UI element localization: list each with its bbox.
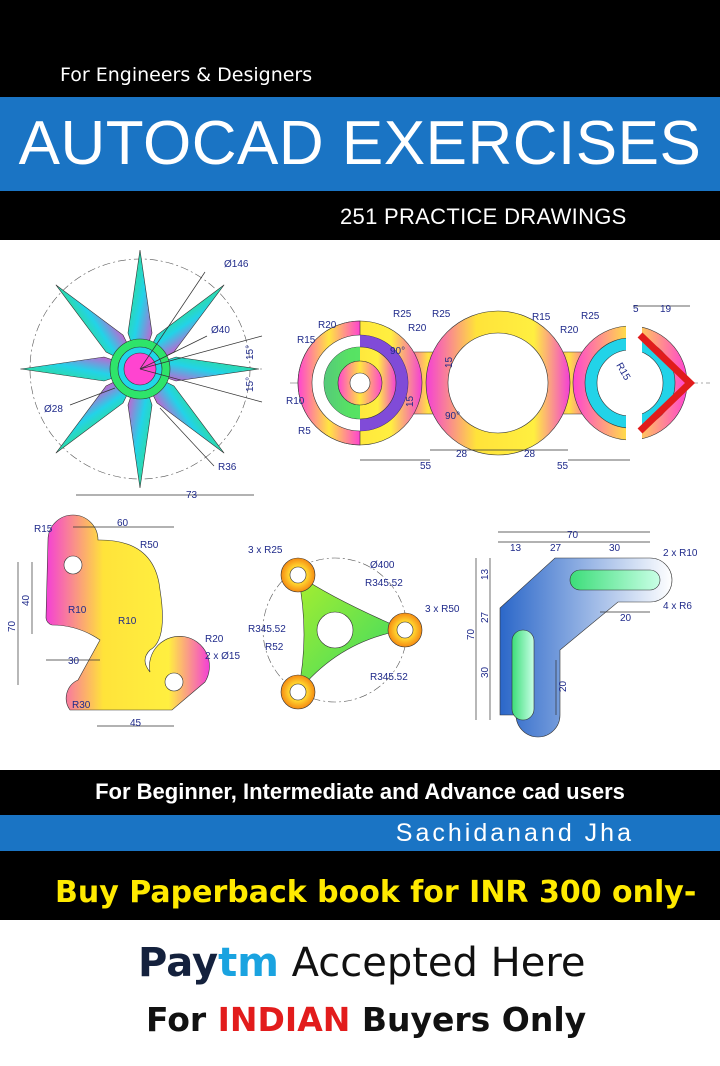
region-highlight: INDIAN [217, 1000, 351, 1039]
dim-d2-r15b: R15 [532, 312, 551, 323]
dim-d5-w30: 30 [609, 543, 621, 554]
dim-d2-ang2: 90° [445, 411, 461, 422]
dim-d5-v13: 13 [480, 568, 491, 580]
dim-d2-r25b: R25 [432, 309, 451, 320]
dim-d2-r20c: R20 [560, 325, 579, 336]
dim-d2-top19: 19 [660, 304, 672, 315]
paytm-accepted [138, 940, 586, 986]
drawing-triangle-bracket [248, 545, 460, 709]
dim-d2-r20a: R20 [318, 320, 337, 331]
dim-d1-width: 73 [186, 490, 198, 501]
dim-d3-r30: R30 [72, 700, 91, 711]
drawing-panel [0, 240, 720, 770]
dim-d5-r10: 2 x R10 [663, 548, 698, 559]
dim-d5-v30: 30 [480, 666, 491, 678]
dim-d5-w27: 27 [550, 543, 562, 554]
drawing-star-flange [20, 250, 262, 501]
region-suffix: Buyers Only [350, 1000, 587, 1039]
dim-d3-holes: 2 x Ø15 [205, 651, 241, 662]
cover-audience: For Beginner, Intermediate and Advance cad users [95, 779, 625, 804]
dim-d4-r345c: R345.52 [370, 672, 408, 683]
dim-d2-w28a: 28 [456, 449, 468, 460]
price-offer: Buy Paperback book for INR 300 only- [55, 875, 697, 910]
dim-d2-v15a: 15 [444, 356, 455, 368]
region-prefix: For [146, 1000, 218, 1039]
dim-d5-v20: 20 [558, 680, 569, 692]
dim-d4-r50: 3 x R50 [425, 604, 460, 615]
dim-d5-r6: 4 x R6 [663, 601, 692, 612]
author-band [0, 815, 720, 851]
dim-d4-dia: Ø400 [370, 560, 395, 571]
dim-d2-w55b: 55 [557, 461, 569, 472]
dim-d4-r345b: R345.52 [248, 624, 286, 635]
drawing-linked-rings [286, 304, 710, 472]
cover-title: AUTOCAD EXERCISES [18, 109, 702, 178]
dim-d3-r20: R20 [205, 634, 224, 645]
dim-d2-ang1: 90° [390, 346, 406, 357]
dim-d3-r10b: R10 [118, 616, 137, 627]
dim-d5-w20: 20 [620, 613, 632, 624]
dim-d2-r15a: R15 [297, 335, 316, 346]
dim-d4-r52: R52 [265, 642, 284, 653]
dim-d2-r20b: R20 [408, 323, 427, 334]
buyer-region [146, 1000, 586, 1039]
dim-d2-r5: R5 [298, 426, 311, 437]
dim-d1-radius: R36 [218, 462, 237, 473]
dim-d3-w60: 60 [117, 518, 129, 529]
paytm-logo-pay: Pay [138, 940, 219, 986]
dim-d5-w70: 70 [567, 530, 579, 541]
cover-author: Sachidanand Jha [395, 819, 634, 847]
dim-d2-r25c: R25 [581, 311, 600, 322]
dim-d1-hub: Ø28 [44, 404, 63, 415]
dim-d4-r345a: R345.52 [365, 578, 403, 589]
drawing-slotted-plate [466, 530, 698, 737]
cover-subtitle: 251 PRACTICE DRAWINGS [340, 204, 627, 229]
dim-d3-w45: 45 [130, 718, 142, 729]
dim-d4-r25: 3 x R25 [248, 545, 283, 556]
title-band [0, 97, 720, 191]
dim-d2-w55a: 55 [420, 461, 432, 472]
dim-d1-angle-a: 15° [245, 344, 256, 360]
dim-d2-r10: R10 [286, 396, 305, 407]
dim-d5-v27: 27 [480, 611, 491, 623]
cad-drawings [0, 240, 720, 770]
dim-d2-top5: 5 [633, 304, 639, 315]
dim-d3-r50: R50 [140, 540, 159, 551]
dim-d3-h70: 70 [7, 620, 18, 632]
dim-d2-v15b: 15 [405, 395, 416, 407]
dim-d3-h40: 40 [21, 594, 32, 606]
dim-d3-r10a: R10 [68, 605, 87, 616]
dim-d2-r25a: R25 [393, 309, 412, 320]
paytm-logo-tm: tm [218, 940, 279, 986]
drawing-curved-lever [7, 515, 240, 729]
dim-d5-w13: 13 [510, 543, 522, 554]
dim-d5-v70: 70 [466, 628, 477, 640]
dim-d1-inner: Ø40 [211, 325, 230, 336]
dim-d1-angle-b: 15° [245, 376, 256, 392]
dim-d2-r15c: R15 [613, 361, 633, 383]
dim-d3-w30: 30 [68, 656, 80, 667]
payment-panel [0, 920, 720, 1066]
cover-tagline: For Engineers & Designers [60, 64, 313, 86]
dim-d1-outer: Ø146 [224, 259, 249, 270]
paytm-accepted-text: Accepted Here [278, 940, 586, 986]
dim-d2-w28b: 28 [524, 449, 536, 460]
dim-d3-r15: R15 [34, 524, 53, 535]
